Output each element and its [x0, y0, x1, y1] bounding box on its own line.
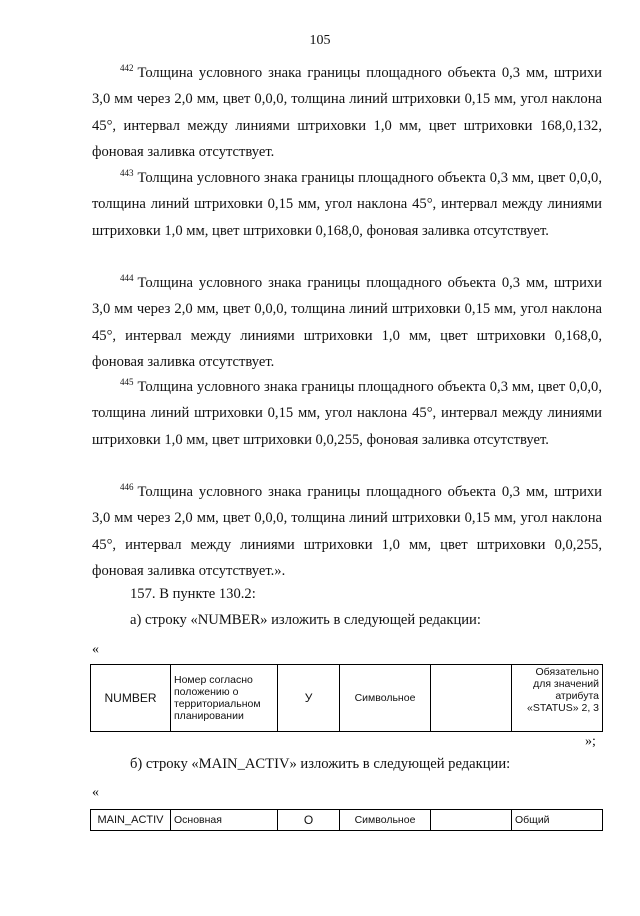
footnote-text: Толщина условного знака границы площадного объекта 0,3 мм, цвет 0,0,0, толщина линий штриховки 0,15 мм, угол наклона 45°, интервал между линиями штриховки 1,0 мм, цвет штриховки 0,0,255, фоновая заливка отсутствует. — [92, 379, 602, 448]
close-quote-a: »; — [585, 734, 596, 749]
table-row — [91, 665, 603, 732]
footnote-number: 445 — [120, 377, 134, 387]
footnote-number: 443 — [120, 168, 134, 178]
field-description: Номер согласно положению о территориальном планировании — [171, 665, 278, 732]
footnote-443 — [92, 165, 602, 244]
open-quote-a: « — [92, 642, 99, 657]
field-type: Символьное — [340, 810, 431, 831]
footnote-text: Толщина условного знака границы площадного объекта 0,3 мм, штрихи 3,0 мм через 2,0 мм, цвет 0,0,0, толщина линий штриховки 0,15 мм, угол наклона 45°, интервал между линиями штриховки 1,0 мм, цвет штриховки 0,0,255, фоновая заливка отсутствует.». — [92, 484, 602, 579]
footnote-text: Толщина условного знака границы площадного объекта 0,3 мм, штрихи 3,0 мм через 2,0 мм, цвет 0,0,0, толщина линий штриховки 0,15 мм, угол наклона 45°, интервал между линиями штриховки 1,0 мм, цвет штриховки 0,168,0, фоновая заливка отсутствует. — [92, 275, 602, 370]
footnote-446 — [92, 479, 602, 584]
subitem-b: б) строку «MAIN_ACTIV» изложить в следующей редакции: — [130, 756, 511, 772]
field-note: Общий — [512, 810, 603, 831]
field-empty — [431, 665, 512, 732]
field-flag: О — [278, 810, 340, 831]
footnote-text: Толщина условного знака границы площадного объекта 0,3 мм, цвет 0,0,0, толщина линий штриховки 0,15 мм, угол наклона 45°, интервал между линиями штриховки 1,0 мм, цвет штриховки 0,168,0, фоновая заливка отсутствует. — [92, 170, 602, 239]
footnote-text: Толщина условного знака границы площадного объекта 0,3 мм, штрихи 3,0 мм через 2,0 мм, цвет 0,0,0, толщина линий штриховки 0,15 мм, угол наклона 45°, интервал между линиями штриховки 1,0 мм, цвет штриховки 168,0,132, фоновая заливка отсутствует. — [92, 65, 602, 160]
footnote-442 — [92, 60, 602, 165]
footnote-number: 444 — [120, 273, 134, 283]
field-code: NUMBER — [91, 665, 171, 732]
item-157-heading: 157. В пункте 130.2: — [130, 586, 256, 602]
open-quote-b: « — [92, 785, 99, 800]
page-number: 105 — [309, 33, 331, 48]
number-row-table — [90, 664, 603, 732]
footnote-445 — [92, 374, 602, 453]
field-empty — [431, 810, 512, 831]
table-row — [91, 810, 603, 831]
field-code: MAIN_ACTIV — [91, 810, 171, 831]
footnote-number: 442 — [120, 63, 134, 73]
field-type: Символьное — [340, 665, 431, 732]
footnote-444 — [92, 270, 602, 375]
main-activ-row-table — [90, 809, 603, 831]
field-description: Основная — [171, 810, 278, 831]
field-note: Обязательно для значений атрибута «STATUS» 2, 3 — [512, 665, 603, 732]
subitem-a: а) строку «NUMBER» изложить в следующей редакции: — [130, 612, 481, 628]
footnote-number: 446 — [120, 482, 134, 492]
field-flag: У — [278, 665, 340, 732]
